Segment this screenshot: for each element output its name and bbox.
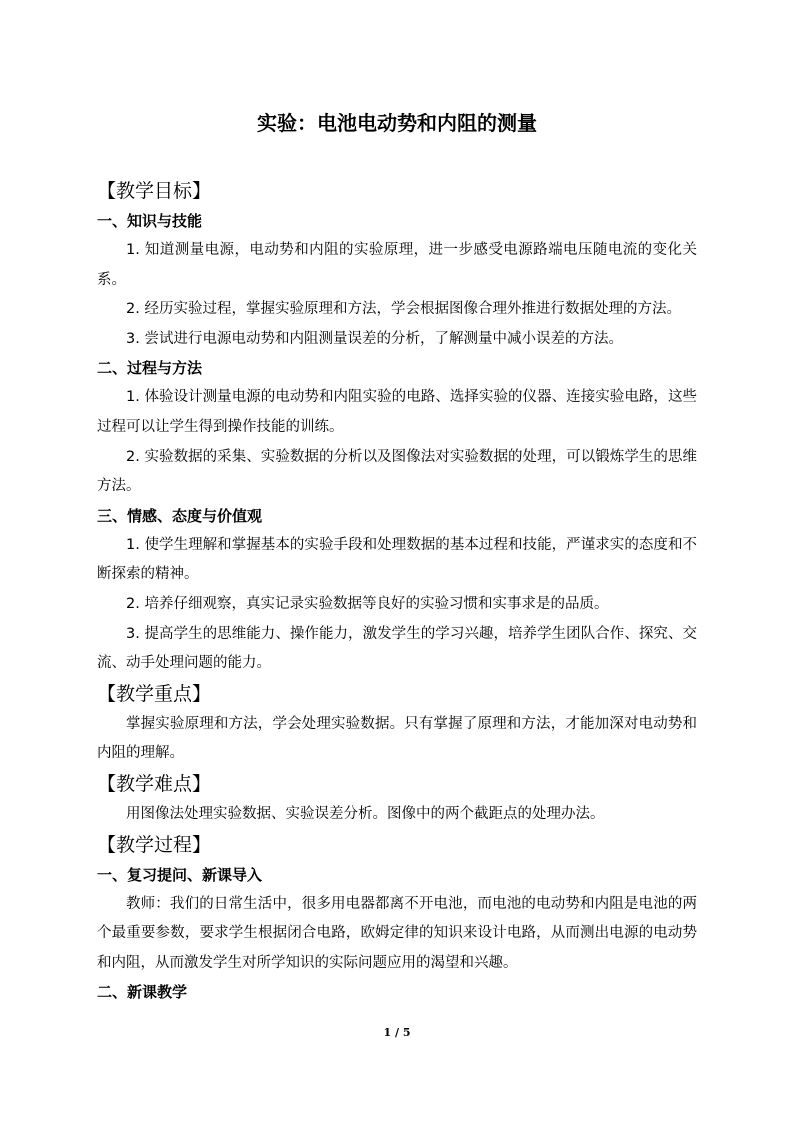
emotion-values-heading: 三、情感、态度与价值观: [97, 506, 263, 525]
difficulties-heading: 【教学难点】: [97, 772, 212, 795]
document-title: 实验：电池电动势和内阻的测量: [257, 111, 537, 135]
document-body: [97, 176, 697, 1007]
key-points-heading: 【教学重点】: [97, 682, 212, 705]
emotion-item-3: 3. 提高学生的思维能力、操作能力，激发学生的学习兴趣，培养学生团队合作、探究、交流、动手处理问题的能力。: [97, 625, 697, 672]
teaching-process-heading: 【教学过程】: [97, 833, 212, 856]
process-item-2: 2. 实验数据的采集、实验数据的分析以及图像法对实验数据的处理，可以锻炼学生的思维方法。: [97, 448, 697, 495]
knowledge-item-3: 3. 尝试进行电源电动势和内阻测量误差的分析，了解测量中减小误差的方法。: [126, 330, 623, 347]
page-number: 1 / 5: [383, 1026, 411, 1039]
emotion-item-1: 1. 使学生理解和掌握基本的实验手段和处理数据的基本过程和技能，严谨求实的态度和不断探索的精神。: [97, 536, 697, 583]
review-intro-heading: 一、复习提问、新课导入: [97, 865, 263, 884]
knowledge-item-2: 2. 经历实验过程，掌握实验原理和方法，学会根据图像合理外推进行数据处理的方法。: [126, 301, 681, 318]
difficulties-text: 用图像法处理实验数据、实验误差分析。图像中的两个截距点的处理办法。: [126, 805, 605, 822]
key-points-text: 掌握实验原理和方法，学会处理实验数据。只有掌握了原理和方法，才能加深对电动势和内阻的理解。: [97, 715, 697, 762]
knowledge-item-1: 1. 知道测量电源，电动势和内阻的实验原理，进一步感受电源路端电压随电流的变化关系。: [97, 242, 697, 288]
new-lesson-heading: 二、新课教学: [97, 983, 188, 1002]
process-item-1: 1. 体验设计测量电源的电动势和内阻实验的电路、选择实验的仪器、连接实验电路，这些过程可以让学生得到操作技能的训练。: [97, 389, 697, 435]
teaching-goals-heading: 【教学目标】: [97, 180, 212, 202]
review-intro-text: 教师：我们的日常生活中，很多用电器都离不开电池，而电池的电动势和内阻是电池的两个最重要参数，要求学生根据闭合电路，欧姆定律的知识来设计电路，从而测出电源的电动势和内阻，从而激发学生对所学知识的实际问题应用的渴望和兴趣。: [97, 895, 697, 971]
emotion-item-2: 2. 培养仔细观察，真实记录实验数据等良好的实验习惯和实事求是的品质。: [126, 595, 609, 612]
process-method-heading: 二、过程与方法: [97, 359, 203, 378]
knowledge-skills-heading: 一、知识与技能: [97, 212, 203, 230]
